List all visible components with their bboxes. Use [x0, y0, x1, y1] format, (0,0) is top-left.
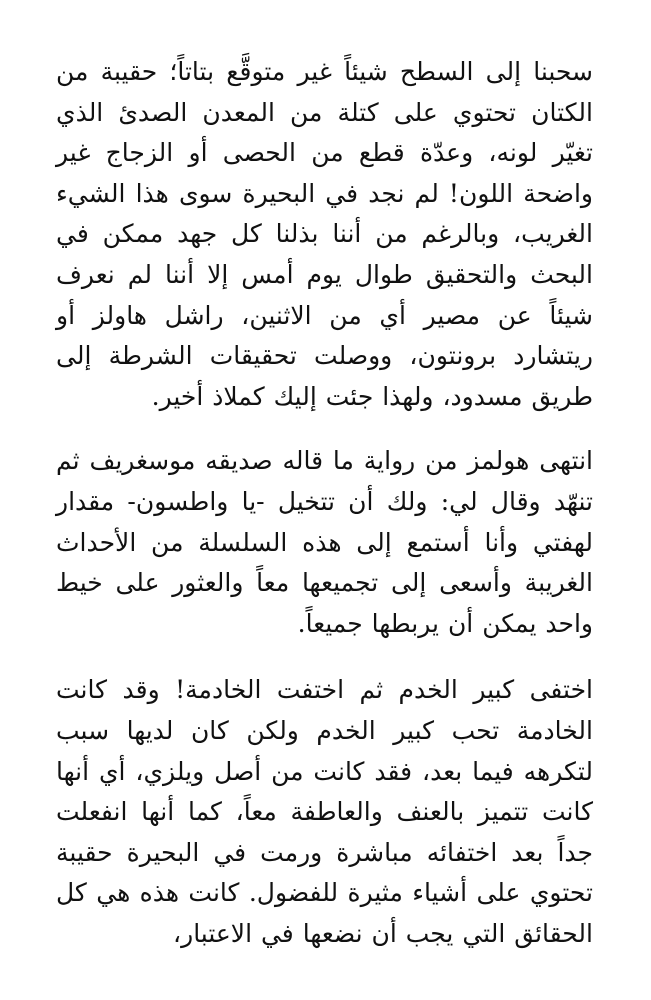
- paragraph-3: اختفى كبير الخدم ثم اختفت الخادمة! وقد كانت الخادمة تحب كبير الخدم ولكن كان لديها سبب لتكرهه فيما بعد، فقد كانت من أصل ويلزي، أي أنها كانت تتميز بالعنف والعاطفة معاً، كما أنها انفعلت جداً بعد اختفائه مباشرة ورمت في البحيرة حقيبة تحتوي على أشياء مثيرة للفضول. كانت هذه هي كل الحقائق التي يجب أن نضعها في الاعتبار،: [56, 675, 593, 948]
- paragraph-2: انتهى هولمز من رواية ما قاله صديقه موسغريف ثم تنهّد وقال لي: ولك أن تتخيل -يا واطسون- مقدار لهفتي وأنا أستمع إلى هذه السلسلة من الأحداث الغريبة وأسعى إلى تجميعها معاً والعثور على خيط واحد يمكن أن يربطها جميعاً.: [56, 446, 593, 638]
- paragraph-1: سحبنا إلى السطح شيئاً غير متوقَّع بتاتاً؛ حقيبة من الكتان تحتوي على كتلة من المعدن الصدئ الذي تغيّر لونه، وعدّة قطع من الحصى أو الزجاج غير واضحة اللون! لم نجد في البحيرة سوى هذا الشيء الغريب، وبالرغم من أننا بذلنا كل جهد ممكن في البحث والتحقيق طوال يوم أمس إلا أننا لم نعرف شيئاً عن مصير أي من الاثنين، راشل هاولز أو ريتشارد برونتون، ووصلت تحقيقات الشرطة إلى طريق مسدود، ولهذا جئت إليك كملاذ أخير.: [56, 57, 593, 411]
